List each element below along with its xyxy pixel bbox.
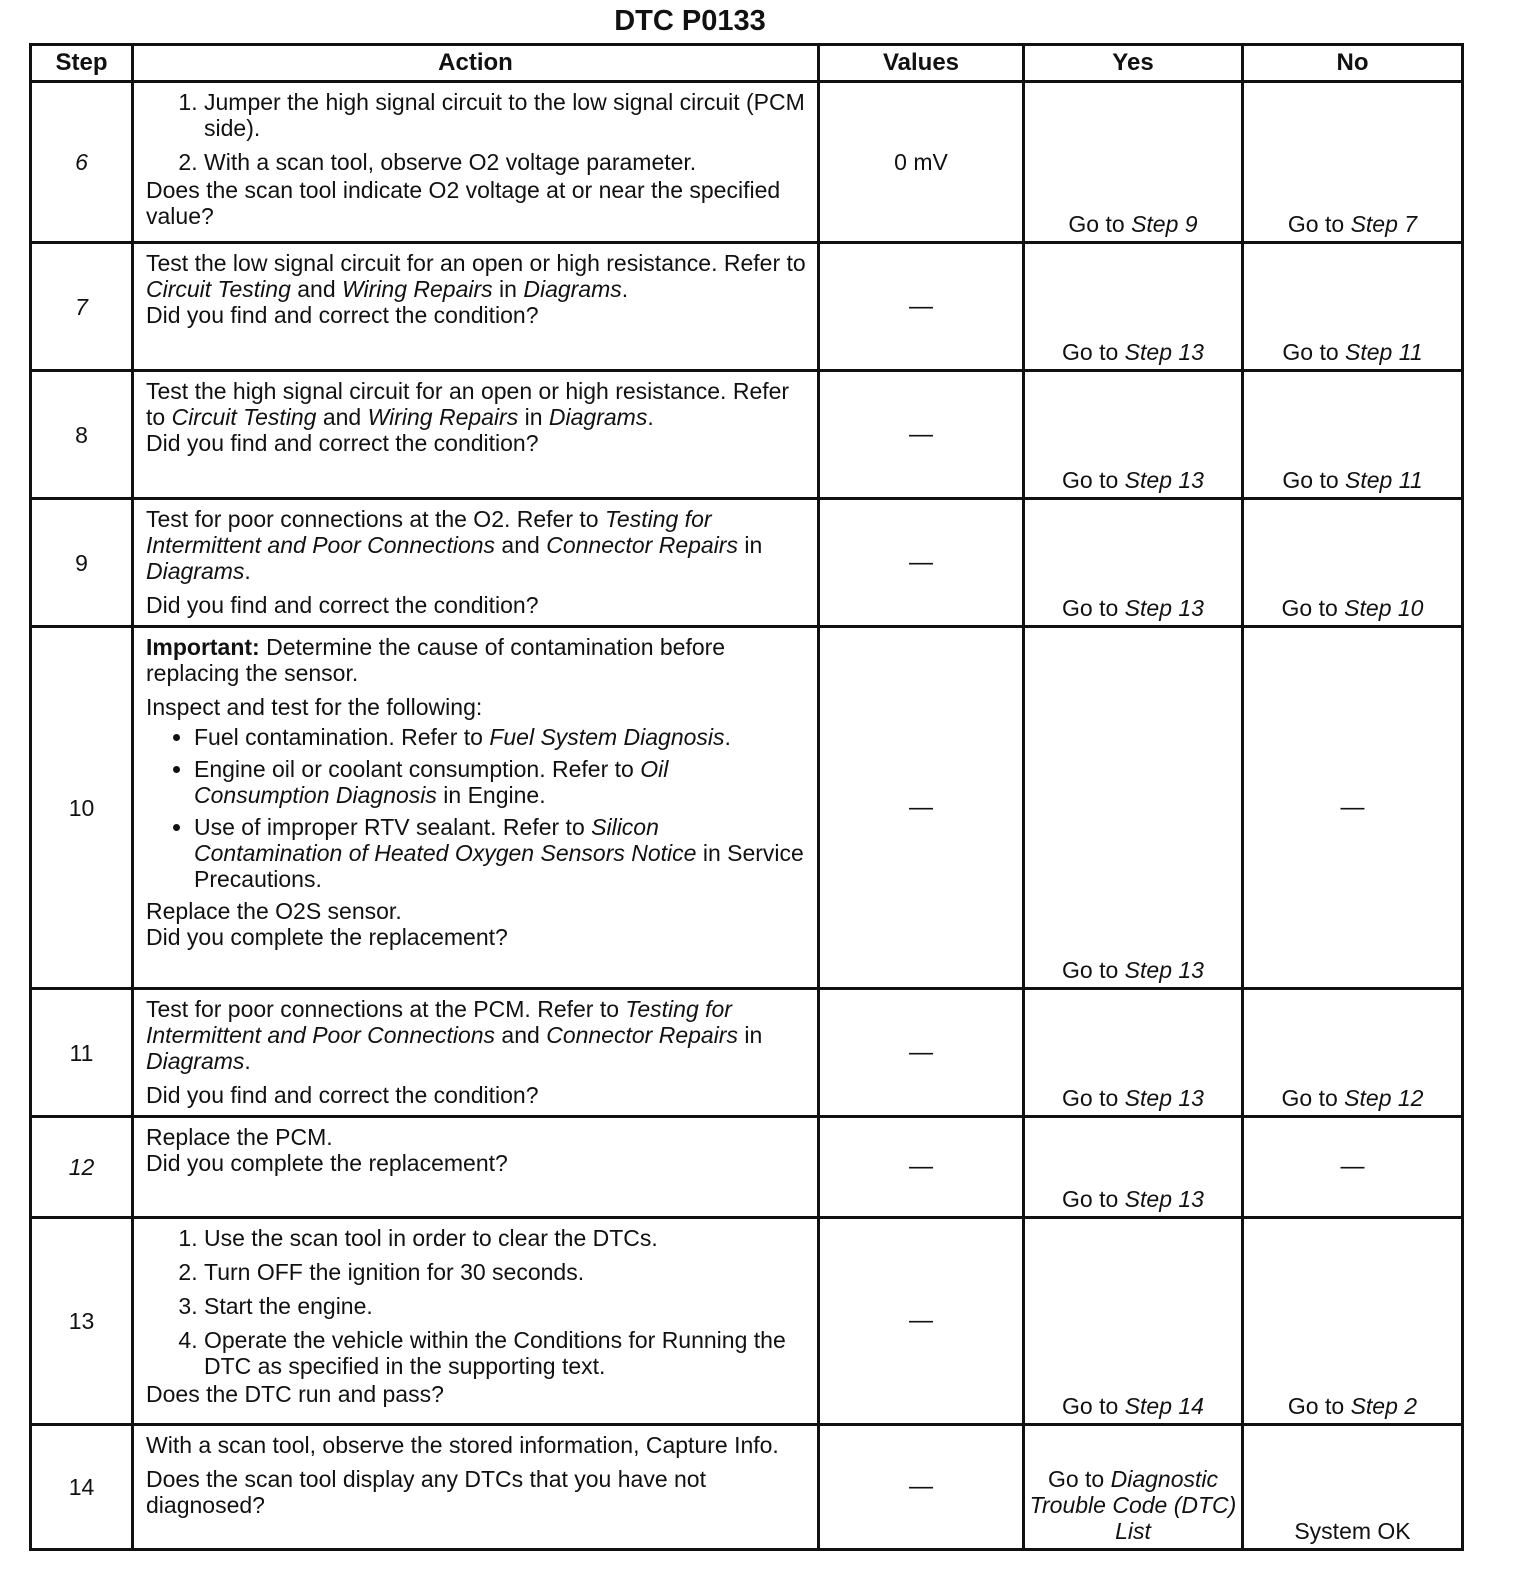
header-no: No — [1243, 45, 1463, 82]
step-number: 9 — [31, 499, 133, 627]
step-number: 13 — [31, 1218, 133, 1425]
no-cell: Go to Step 10 — [1243, 499, 1463, 627]
action-question: Did you complete the replacement? — [146, 924, 508, 950]
action-question: Did you complete the replacement? — [146, 1150, 508, 1176]
no-cell: Go to Step 11 — [1243, 371, 1463, 499]
diagnostic-table — [29, 43, 1464, 1551]
action-cell — [133, 1117, 819, 1218]
action-cell — [133, 1425, 819, 1550]
no-cell: Go to Step 2 — [1243, 1218, 1463, 1425]
action-cell — [133, 627, 819, 989]
action-text: With a scan tool, observe the stored information, Capture Info. — [146, 1432, 779, 1458]
step-number: 11 — [31, 989, 133, 1117]
action-cell — [133, 371, 819, 499]
action-question: Did you find and correct the condition? — [146, 430, 539, 456]
bullet-item: • Fuel contamination. Refer to Fuel System Diagnosis. — [194, 724, 807, 750]
step-number: 8 — [31, 371, 133, 499]
yes-cell: Go to Step 13 — [1024, 1117, 1243, 1218]
value-cell: — — [819, 1218, 1024, 1425]
action-list-item: 3. Start the engine. — [204, 1293, 807, 1319]
no-cell: Go to Step 7 — [1243, 82, 1463, 243]
value-cell: — — [819, 243, 1024, 371]
no-cell: — — [1243, 1117, 1463, 1218]
table-row — [31, 1218, 1463, 1425]
action-text: Replace the PCM. — [146, 1124, 333, 1150]
value-cell: — — [819, 1117, 1024, 1218]
action-text: Test for poor connections at the PCM. Refer to Testing for Intermittent and Poor Connections and Connector Repairs in Diagrams. — [146, 996, 763, 1074]
value-cell: 0 mV — [819, 82, 1024, 243]
yes-cell: Go to Step 13 — [1024, 989, 1243, 1117]
value-cell: — — [819, 499, 1024, 627]
page-title: DTC P0133 — [614, 5, 766, 37]
table-row — [31, 1425, 1463, 1550]
action-cell — [133, 243, 819, 371]
yes-cell: Go to Step 13 — [1024, 627, 1243, 989]
yes-cell: Go to Step 13 — [1024, 243, 1243, 371]
table-row — [31, 499, 1463, 627]
action-list-item: 4. Operate the vehicle within the Conditions for Running the DTC as specified in the supporting text. — [204, 1327, 807, 1379]
inspect-intro: Inspect and test for the following: — [146, 694, 483, 720]
action-list-item: 1. Jumper the high signal circuit to the low signal circuit (PCM side). — [204, 89, 807, 141]
action-cell — [133, 1218, 819, 1425]
value-cell: — — [819, 627, 1024, 989]
header-step: Step — [31, 45, 133, 82]
action-text: Test the high signal circuit for an open or high resistance. Refer to Circuit Testing and Wiring Repairs in Diagrams. — [146, 378, 790, 430]
no-cell: System OK — [1243, 1425, 1463, 1550]
table-row — [31, 1117, 1463, 1218]
action-text: Test the low signal circuit for an open or high resistance. Refer to Circuit Testing and Wiring Repairs in Diagrams. — [146, 250, 806, 302]
replace-instruction: Replace the O2S sensor. — [146, 898, 402, 924]
action-cell — [133, 82, 819, 243]
action-question: Does the DTC run and pass? — [146, 1381, 444, 1407]
value-cell: — — [819, 989, 1024, 1117]
important-note: Important: Determine the cause of contamination before replacing the sensor. — [146, 634, 726, 686]
no-cell: Go to Step 11 — [1243, 243, 1463, 371]
action-question: Did you find and correct the condition? — [146, 592, 539, 618]
yes-cell: Go to Step 13 — [1024, 371, 1243, 499]
table-row — [31, 627, 1463, 989]
bullet-item: • Engine oil or coolant consumption. Refer to Oil Consumption Diagnosis in Engine. — [194, 756, 807, 808]
action-text: Test for poor connections at the O2. Refer to Testing for Intermittent and Poor Connections and Connector Repairs in Diagrams. — [146, 506, 763, 584]
table-row — [31, 989, 1463, 1117]
yes-cell: Go to Step 9 — [1024, 82, 1243, 243]
value-cell: — — [819, 371, 1024, 499]
action-cell — [133, 989, 819, 1117]
no-cell: Go to Step 12 — [1243, 989, 1463, 1117]
table-row — [31, 243, 1463, 371]
header-yes: Yes — [1024, 45, 1243, 82]
action-question: Does the scan tool indicate O2 voltage at or near the specified value? — [146, 177, 781, 229]
value-cell: — — [819, 1425, 1024, 1550]
header-values: Values — [819, 45, 1024, 82]
action-cell — [133, 499, 819, 627]
step-number: 7 — [31, 243, 133, 371]
no-cell: — — [1243, 627, 1463, 989]
yes-cell: Go to Step 13 — [1024, 499, 1243, 627]
table-row — [31, 371, 1463, 499]
table-header-row — [31, 45, 1463, 82]
step-number: 6 — [31, 82, 133, 243]
table-row — [31, 82, 1463, 243]
step-number: 10 — [31, 627, 133, 989]
bullet-item: • Use of improper RTV sealant. Refer to Silicon Contamination of Heated Oxygen Sensors Notice in Service Precautions. — [194, 814, 807, 892]
action-list-item: 2. With a scan tool, observe O2 voltage parameter. — [204, 149, 807, 175]
action-question: Did you find and correct the condition? — [146, 302, 539, 328]
yes-cell: Go to Diagnostic Trouble Code (DTC) List — [1024, 1425, 1243, 1550]
step-number: 12 — [31, 1117, 133, 1218]
step-number: 14 — [31, 1425, 133, 1550]
header-action: Action — [133, 45, 819, 82]
yes-cell: Go to Step 14 — [1024, 1218, 1243, 1425]
action-question: Does the scan tool display any DTCs that you have not diagnosed? — [146, 1466, 706, 1518]
action-list-item: 2. Turn OFF the ignition for 30 seconds. — [204, 1259, 807, 1285]
action-question: Did you find and correct the condition? — [146, 1082, 539, 1108]
action-list-item: 1. Use the scan tool in order to clear the DTCs. — [204, 1225, 807, 1251]
